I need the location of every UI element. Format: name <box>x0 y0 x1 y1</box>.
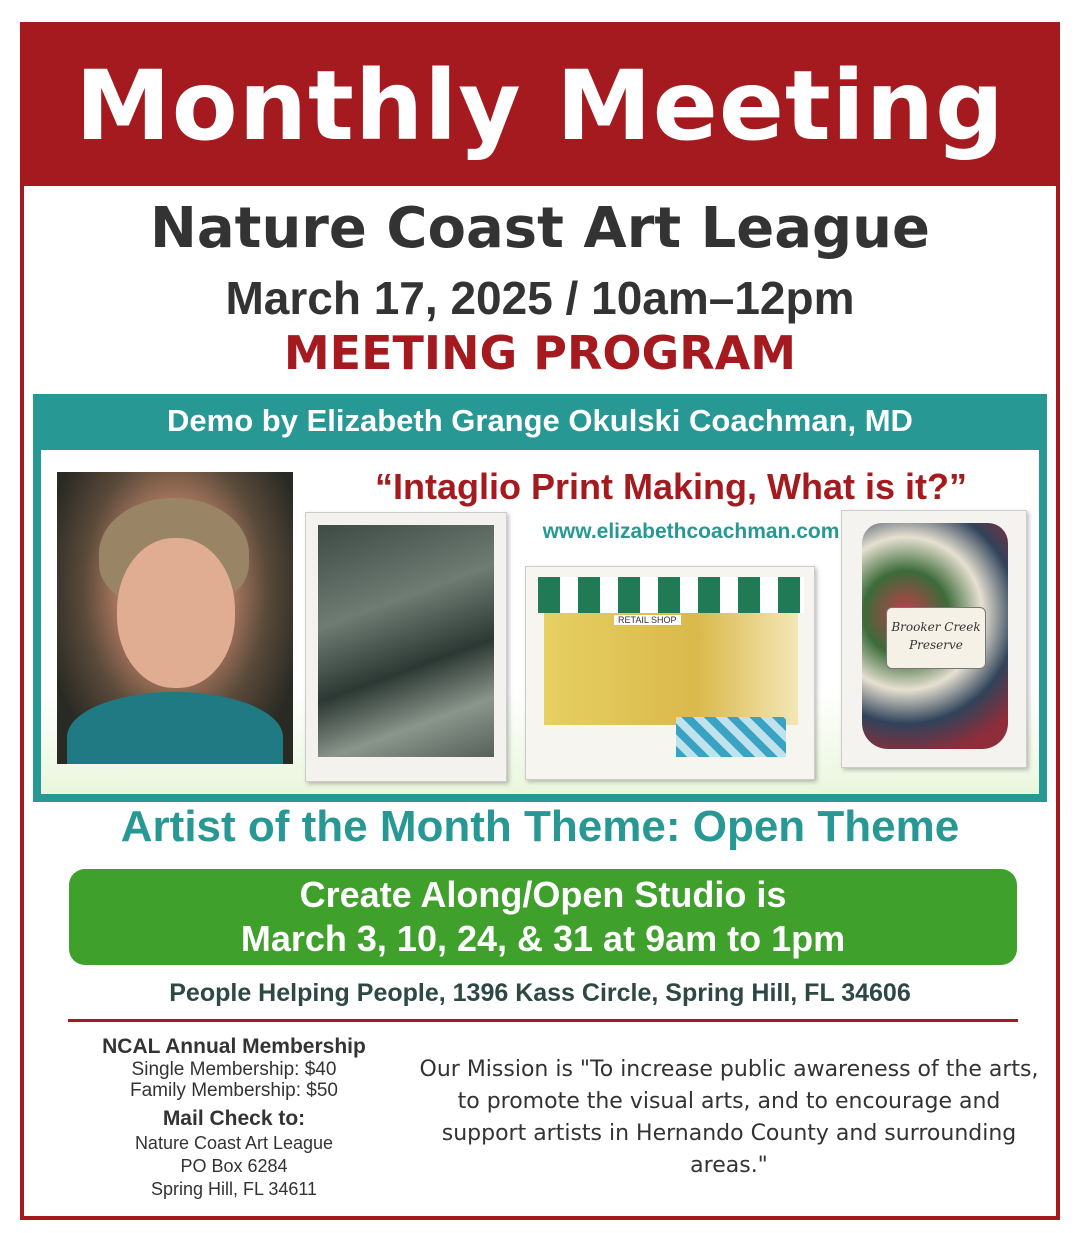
family-membership-price: Family Membership: $50 <box>129 1080 339 1101</box>
divider-line <box>68 1019 1018 1022</box>
shop-floor-tiles <box>676 717 786 757</box>
artist-of-month-theme: Artist of the Month Theme: Open Theme <box>120 802 960 851</box>
portrait-shirt <box>67 692 283 764</box>
jar-label <box>886 607 986 669</box>
demo-section <box>33 394 1047 802</box>
meeting-date-time: March 17, 2025 / 10am–12pm <box>225 272 855 324</box>
talk-title: “Intaglio Print Making, What is it?” <box>375 466 967 507</box>
artwork-retail-shop <box>525 566 815 780</box>
jar-label-text: Brooker Creek Preserve <box>891 620 981 652</box>
artist-portrait-photo <box>57 472 293 764</box>
artist-website-link[interactable]: www.elizabethcoachman.com <box>542 520 840 543</box>
mission-statement: Our Mission is "To increase public awareness of the arts, to promote the visual arts, and to encourage and support artists in Hernando County and surrounding areas." <box>419 1057 1039 1178</box>
meeting-banner: Monthly Meeting <box>24 26 1056 186</box>
organization-name: Nature Coast Art League <box>150 196 930 261</box>
demo-gallery <box>41 450 1039 794</box>
open-studio-dates: March 3, 10, 24, & 31 at 9am to 1pm <box>240 918 846 959</box>
flyer-frame <box>20 22 1060 1220</box>
shop-awning <box>538 577 804 613</box>
demo-title: Demo by Elizabeth Grange Okulski Coachman, MD <box>167 403 913 438</box>
shop-front <box>544 613 798 725</box>
meeting-address: People Helping People, 1396 Kass Circle, Spring Hill, FL 34606 <box>169 979 911 1007</box>
membership-heading: NCAL Annual Membership <box>102 1035 366 1058</box>
mail-po-box: PO Box 6284 <box>180 1156 288 1176</box>
single-membership-price: Single Membership: $40 <box>131 1059 337 1080</box>
portrait-face <box>117 538 235 688</box>
open-studio-line1: Create Along/Open Studio is <box>299 874 787 915</box>
mail-name: Nature Coast Art League <box>134 1133 334 1153</box>
membership-info <box>74 1034 394 1201</box>
artwork-forest-etching <box>305 512 507 782</box>
artwork-preserve-jar <box>841 510 1027 768</box>
shop-sign-text: RETAIL SHOP <box>614 615 681 625</box>
mail-check-heading: Mail Check to: <box>162 1107 306 1130</box>
mail-city: Spring Hill, FL 34611 <box>150 1179 318 1199</box>
open-studio-banner <box>69 869 1017 965</box>
program-heading: MEETING PROGRAM <box>283 326 797 380</box>
etching-forest-image <box>318 525 494 757</box>
